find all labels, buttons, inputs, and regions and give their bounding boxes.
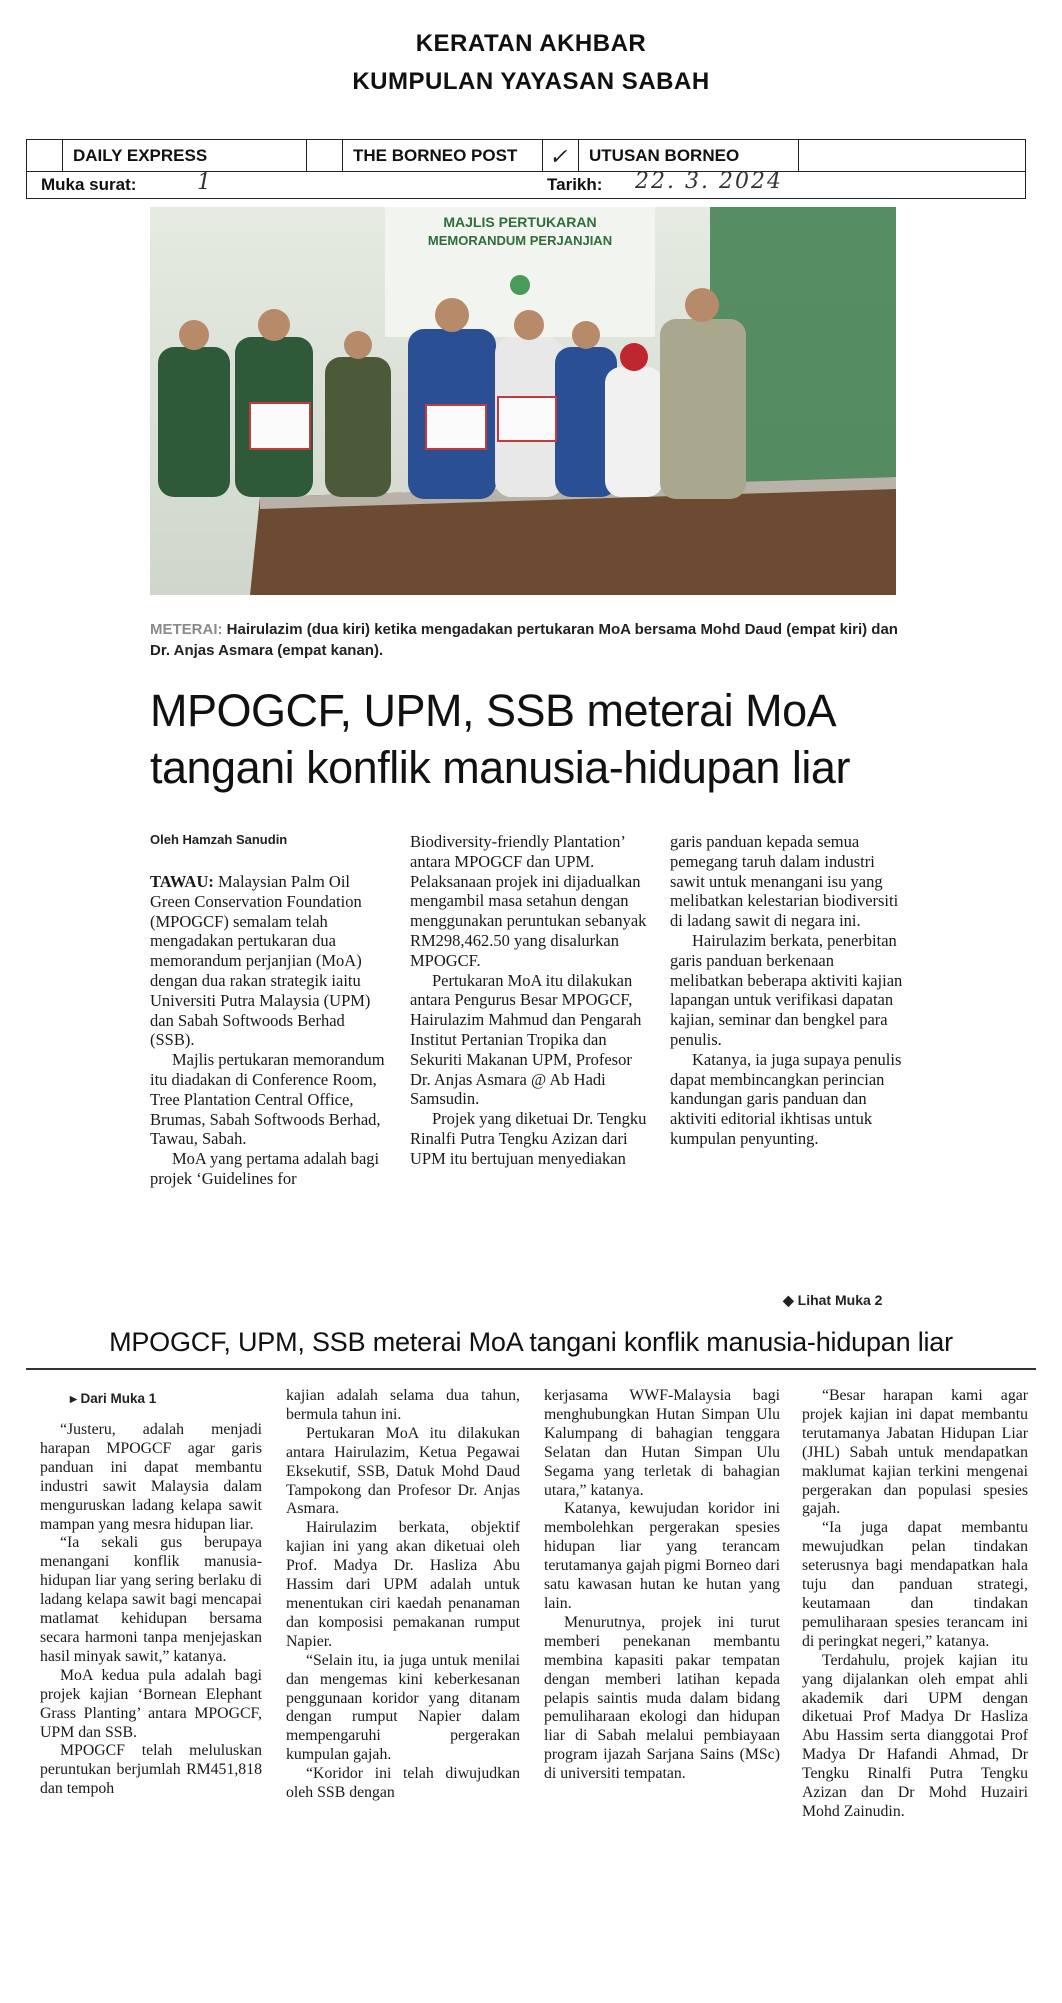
paragraph: Projek yang diketuai Dr. Tengku Rinalfi Putra Tengku Azizan dari UPM itu bertujuan menyediakan	[410, 1109, 647, 1168]
paragraph: Menurutnya, projek ini turut memberi penekanan membantu membina kapasiti pakar tempatan dengan memberi latihan kepada pelapis saintis muda dalam bidang pemuliharaan ekologi dan hidupan liar di Sabah melalui pembiayaan program ijazah Sarjana Sains (MSc) di universiti tempatan.	[544, 1613, 780, 1783]
continuation-headline: MPOGCF, UPM, SSB meterai MoA tangani konflik manusia-hidupan liar	[109, 1327, 953, 1357]
paragraph: “Ia sekali gus berupaya menangani konflik manusia-hidupan liar yang sering berlaku di ladang kelapa sawit bagi mencapai matlamat kehidupan bersama secara harmoni tanpa menjejaskan hasil minyak sawit,” katanya.	[40, 1534, 262, 1665]
caption-label: METERAI:	[150, 621, 223, 638]
paper-borneo-post: THE BORNEO POST	[343, 140, 543, 171]
from-page-text: Dari Muka 1	[80, 1391, 157, 1406]
date-label: Tarikh:	[547, 175, 603, 194]
photo-illustration	[150, 207, 896, 595]
from-page-label	[70, 1391, 156, 1407]
article1-column-3	[670, 832, 910, 1149]
headline-line-1: MPOGCF, UPM, SSB meterai MoA	[150, 685, 837, 736]
article1-column-2	[410, 832, 650, 1169]
page-value: 1	[197, 170, 211, 195]
paragraph: “Besar harapan kami agar projek kajian ini dapat membantu terutamanya Jabatan Hidupan Liar (JHL) Sabah untuk mendapatkan maklumat kajian terkini mengenai pergerakan dan populasi spesies gajah.	[802, 1387, 1028, 1518]
checkbox-cell-borneo-post	[307, 140, 343, 171]
dateline: TAWAU:	[150, 872, 214, 891]
article2-column-1	[40, 1421, 262, 1799]
paragraph: Pertukaran MoA itu dilakukan antara Pengurus Besar MPOGCF, Hairulazim Mahmud dan Pengarah Institut Pertanian Tropika dan Sekuriti Makanan UPM, Profesor Dr. Anjas Asmara @ Ab Hadi Samsudin.	[410, 970, 642, 1109]
source-row-page-date	[27, 171, 1025, 199]
continued-text: Lihat Muka 2	[797, 1292, 883, 1308]
paragraph: Biodiversity-friendly Plantation’ antara MPOGCF dan UPM. Pelaksanaan projek ini dijadualkan mengambil masa setahun dengan menggunakan peruntukan sebanyak RM298,462.50 yang disalurkan MPOGCF.	[410, 832, 647, 970]
paragraph: MPOGCF telah meluluskan peruntukan berjumlah RM451,818 dan tempoh	[40, 1742, 262, 1798]
caption-text: Hairulazim (dua kiri) ketika mengadakan pertukaran MoA bersama Mohd Daud (empat kiri) dan Dr. Anjas Asmara (empat kanan).	[150, 621, 898, 659]
arrow-icon: ◆	[783, 1292, 798, 1308]
article1-column-1	[150, 872, 390, 1189]
banner-title: MAJLIS PERTUKARAN	[443, 214, 597, 230]
article2-column-2	[286, 1387, 520, 1803]
checkbox-cell-daily-express	[27, 140, 63, 171]
byline: Oleh Hamzah Sanudin	[150, 832, 288, 847]
paragraph	[150, 872, 390, 1050]
source-row-papers	[27, 140, 1025, 172]
paragraph: Hairulazim berkata, penerbitan garis panduan berkenaan melibatkan beberapa aktiviti kajian lapangan untuk verifikasi dapatan kajian, seminar dan bengkel para penulis.	[670, 930, 903, 1049]
paragraph: kajian adalah selama dua tahun, bermula tahun ini.	[286, 1387, 520, 1423]
photo-caption	[150, 619, 910, 661]
divider	[26, 1368, 1036, 1370]
paragraph: “Ia juga dapat membantu mewujudkan pelan tindakan seterusnya bagi mendapatkan hala tuju dan panduan strategi, keutamaan dan tindakan pemuliharaan spesies terancam ini di peringkat negeri,” katanya.	[802, 1519, 1028, 1650]
source-table	[26, 139, 1026, 199]
paragraph: MoA yang pertama adalah bagi projek ‘Guidelines for	[150, 1149, 380, 1188]
paragraph: garis panduan kepada semua pemegang taruh dalam industri sawit untuk menangani isu yang melibatkan kelestarian biodiversiti di ladang sawit di negara ini.	[670, 832, 899, 931]
date-value: 22. 3. 2024	[635, 169, 783, 194]
headline-line-2: tangani konflik manusia-hidupan liar	[150, 742, 850, 793]
paragraph: Katanya, ia juga supaya penulis dapat membincangkan perincian kandungan garis panduan dan aktiviti editorial ikhtisas untuk kumpulan penyunting.	[670, 1049, 902, 1148]
banner-subtitle: MEMORANDUM PERJANJIAN	[427, 233, 613, 248]
paragraph: kerjasama WWF-Malaysia bagi menghubungkan Hutan Simpan Ulu Kalumpang di bahagian tenggara Selatan dan Hutan Simpan Ulu Segama yang terletak di bahagian utara,” katanya.	[544, 1387, 780, 1499]
paper-utusan-borneo: UTUSAN BORNEO	[579, 140, 799, 171]
continued-link	[783, 1292, 882, 1309]
article2-column-4	[802, 1387, 1028, 1822]
paragraph: Terdahulu, projek kajian itu yang dijalankan oleh empat ahli akademik dari UPM dengan diketuai Prof Madya Dr Hasliza Abu Hassim serta dianggotai Prof Madya Dr Hafandi Ahmad, Dr Tengku Rinalfi Putra Tengku Azizan dan Dr Mohd Huzairi Mohd Zainudin.	[802, 1651, 1028, 1820]
clipping-header-subtitle: KUMPULAN YAYASAN SABAH	[352, 68, 710, 95]
paragraph: “Justeru, adalah menjadi harapan MPOGCF agar garis panduan ini dapat membantu industri sawit Malaysia dalam menguruskan ladang kelapa sawit mampan yang mesra hidupan liar.	[40, 1421, 262, 1533]
article-headline	[150, 682, 930, 796]
paragraph: “Koridor ini telah diwujudkan oleh SSB dengan	[286, 1765, 520, 1802]
page-label: Muka surat:	[41, 175, 137, 194]
paragraph-text: Malaysian Palm Oil Green Conservation Foundation (MPOGCF) semalam telah mengadakan pertukaran dua memorandum perjanjian (MoA) dengan dua rakan strategik iaitu Universiti Putra Malaysia (UPM) dan Sabah Softwoods Berhad (SSB).	[150, 872, 371, 1050]
paragraph: “Selain itu, ia juga untuk menilai dan mengemas kini keberkesanan penggunaan koridor yang ditanam dengan rumput Napier dalam mempengaruhi pergerakan kumpulan gajah.	[286, 1651, 520, 1764]
article2-column-3	[544, 1387, 780, 1784]
paragraph: Pertukaran MoA itu dilakukan antara Hairulazim, Ketua Pegawai Eksekutif, SSB, Datuk Mohd Daud Tampokong dan Profesor Dr. Anjas Asmara.	[286, 1424, 520, 1518]
paragraph: Majlis pertukaran memorandum itu diadakan di Conference Room, Tree Plantation Central Office, Brumas, Sabah Softwoods Berhad, Tawau, Sabah.	[150, 1050, 385, 1149]
paragraph: Hairulazim berkata, objektif kajian ini yang akan diketuai oleh Prof. Madya Dr. Hasliza Abu Hassim dari UPM adalah untuk menentukan ciri kaedah penanaman dan komposisi pemakanan rumput Napier.	[286, 1519, 520, 1650]
paragraph: Katanya, kewujudan koridor ini membolehkan pergerakan spesies hidupan liar yang terancam terutamanya gajah pigmi Borneo dari satu kawasan hutan ke hutan yang lain.	[544, 1500, 780, 1612]
check-mark-icon: ✓	[549, 144, 568, 169]
paper-daily-express: DAILY EXPRESS	[63, 140, 307, 171]
arrow-icon: ▸	[70, 1391, 81, 1406]
article-photo	[150, 207, 896, 595]
paragraph: MoA kedua pula adalah bagi projek kajian ‘Bornean Elephant Grass Planting’ antara MPOGCF, UPM dan SSB.	[40, 1666, 262, 1741]
clipping-header-title: KERATAN AKHBAR	[415, 30, 647, 57]
